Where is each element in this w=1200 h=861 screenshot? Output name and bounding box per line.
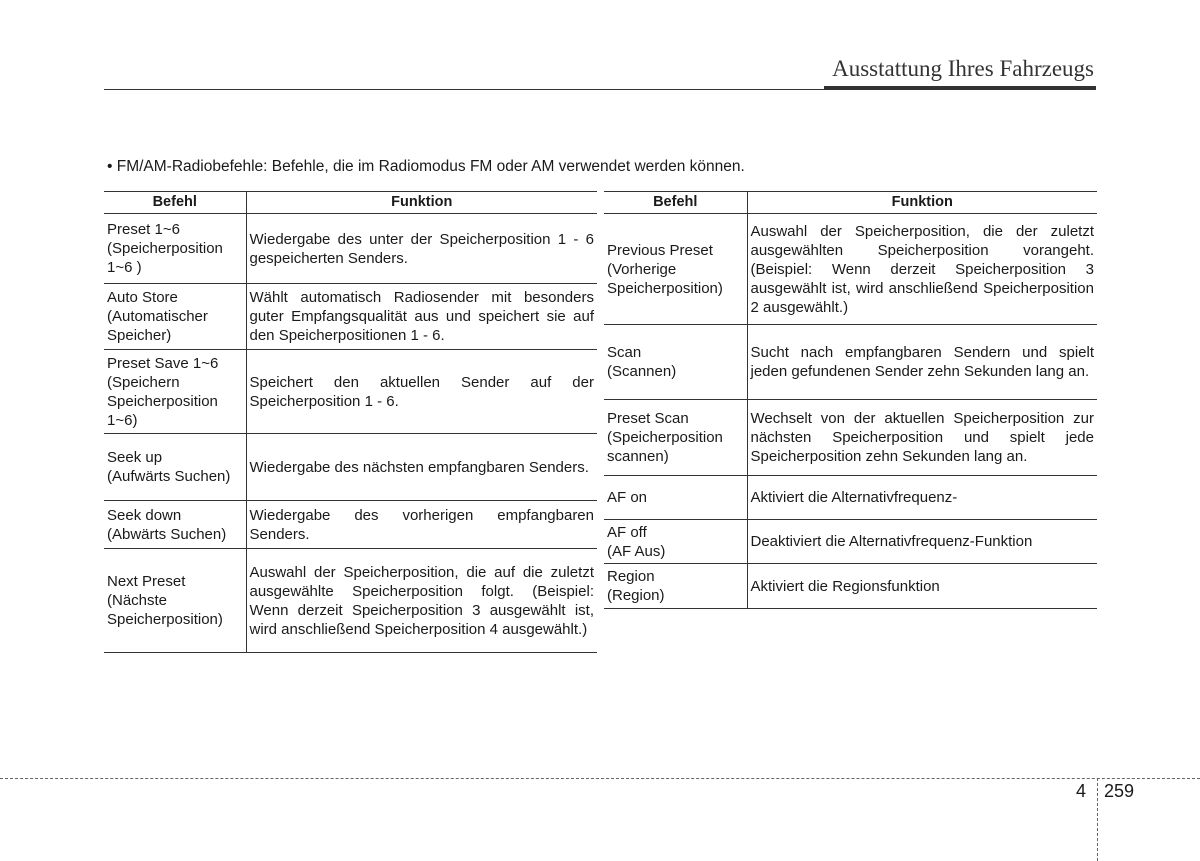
page-section-title: Ausstattung Ihres Fahrzeugs <box>832 56 1094 81</box>
command-text: (Speichern <box>107 373 180 391</box>
table-row <box>104 284 597 350</box>
command-text: Speicherposition <box>107 392 218 410</box>
command-cell <box>104 501 246 549</box>
command-cell <box>104 350 246 434</box>
command-text: Speicher) <box>107 327 172 344</box>
command-cell <box>604 325 747 400</box>
command-cell <box>104 214 246 284</box>
command-text: scannen) <box>607 448 669 465</box>
function-cell: Deaktiviert die Alternativfrequenz-Funktion <box>747 520 1097 564</box>
page-number: 259 <box>1104 781 1135 801</box>
command-cell <box>104 284 246 350</box>
command-text: Previous Preset <box>607 241 713 259</box>
function-cell: Auswahl der Speicherposition, die der zuletzt ausgewählten Speicherposition vorangeht. (Beispiel: Wenn derzeit Speicherposition 3 ausgewählt ist, wird anschließend Speicherposition 2 ausgewählt.) <box>747 214 1097 325</box>
command-text: (AF Aus) <box>607 542 666 560</box>
function-cell: Wählt automatisch Radiosender mit besonders guter Empfangsqualität aus und speichert sie auf den Speicherpositionen 1 - 6. <box>246 284 597 350</box>
table-body <box>604 214 1097 609</box>
command-text: (Speicherposition <box>607 429 723 446</box>
table-row <box>604 400 1097 476</box>
command-cell <box>604 564 747 609</box>
table-row <box>104 434 597 501</box>
command-text: AF off <box>607 523 647 541</box>
commands-table-right <box>604 191 1097 609</box>
command-text: (Abwärts Suchen) <box>107 525 227 543</box>
table-row <box>604 325 1097 400</box>
function-cell: Wiedergabe des nächsten empfangbaren Senders. <box>246 434 597 501</box>
command-text: (Aufwärts Suchen) <box>107 468 231 485</box>
footer-divider <box>1097 778 1098 861</box>
table-row <box>604 476 1097 520</box>
table-row <box>604 564 1097 609</box>
column-header-function: Funktion <box>747 192 1097 214</box>
function-cell: Wiedergabe des vorherigen empfangbaren Senders. <box>246 501 597 549</box>
command-text: 1~6) <box>107 411 138 429</box>
command-text: Speicherposition) <box>107 611 223 628</box>
command-text: Region <box>607 568 655 585</box>
command-text: (Region) <box>607 587 665 604</box>
function-cell: Auswahl der Speicherposition, die auf die zuletzt ausgewählte Speicherposition folgt. (Beispiel: Wenn derzeit Speicherposition 3 ausgewählt ist, wird anschließend Speicherposition 4 ausgewählt.) <box>246 549 597 653</box>
command-text: (Vorherige <box>607 260 677 278</box>
command-cell <box>604 520 747 564</box>
column-header-command: Befehl <box>104 192 246 214</box>
table-row <box>104 549 597 653</box>
command-cell <box>104 434 246 501</box>
table-row <box>104 214 597 284</box>
table-row <box>104 501 597 549</box>
command-text: Preset Save 1~6 <box>107 354 219 372</box>
column-header-command: Befehl <box>604 192 747 214</box>
function-cell: Wiedergabe des unter der Speicherposition 1 - 6 gespeicherten Senders. <box>246 214 597 284</box>
command-cell <box>604 476 747 520</box>
command-text: Scan <box>607 344 642 361</box>
command-text: Preset 1~6 <box>107 221 180 238</box>
function-cell: Wechselt von der aktuellen Speicherposition zur nächsten Speicherposition und spielt jede Speicherposition zehn Sekunden lang an. <box>747 400 1097 476</box>
intro-text: • FM/AM-Radiobefehle: Befehle, die im Radiomodus FM oder AM verwendet werden können. <box>107 158 745 175</box>
command-text: 1~6 ) <box>107 259 142 276</box>
table-row <box>604 520 1097 564</box>
command-text: Seek up <box>107 449 163 466</box>
command-cell <box>104 549 246 653</box>
table-header-row <box>604 192 1097 214</box>
command-text: Seek down <box>107 506 182 524</box>
command-text: AF on <box>607 489 648 506</box>
function-cell: Speichert den aktuellen Sender auf der Speicherposition 1 - 6. <box>246 350 597 434</box>
command-cell <box>604 400 747 476</box>
command-text: (Automatischer <box>107 308 208 325</box>
table-header-row <box>104 192 597 214</box>
function-cell: Sucht nach empfangbaren Sendern und spielt jeden gefundenen Sender zehn Sekunden lang an. <box>747 325 1097 400</box>
footer-rule <box>0 778 1200 779</box>
table-row <box>604 214 1097 325</box>
table-body <box>104 214 597 653</box>
function-cell: Aktiviert die Alternativfrequenz- <box>747 476 1097 520</box>
command-cell <box>604 214 747 325</box>
command-text: Next Preset <box>107 573 186 590</box>
header-rule-accent <box>824 86 1096 90</box>
command-text: (Nächste <box>107 592 168 609</box>
command-text: (Scannen) <box>607 363 677 380</box>
command-text: Auto Store <box>107 289 178 306</box>
column-header-function: Funktion <box>246 192 597 214</box>
chapter-number: 4 <box>1076 781 1087 801</box>
table-row <box>104 350 597 434</box>
command-text: Preset Scan <box>607 410 689 427</box>
command-text: (Speicherposition <box>107 240 223 257</box>
commands-table-left <box>104 191 597 653</box>
command-text: Speicherposition) <box>607 279 723 297</box>
header-rule <box>104 89 824 90</box>
function-cell: Aktiviert die Regionsfunktion <box>747 564 1097 609</box>
